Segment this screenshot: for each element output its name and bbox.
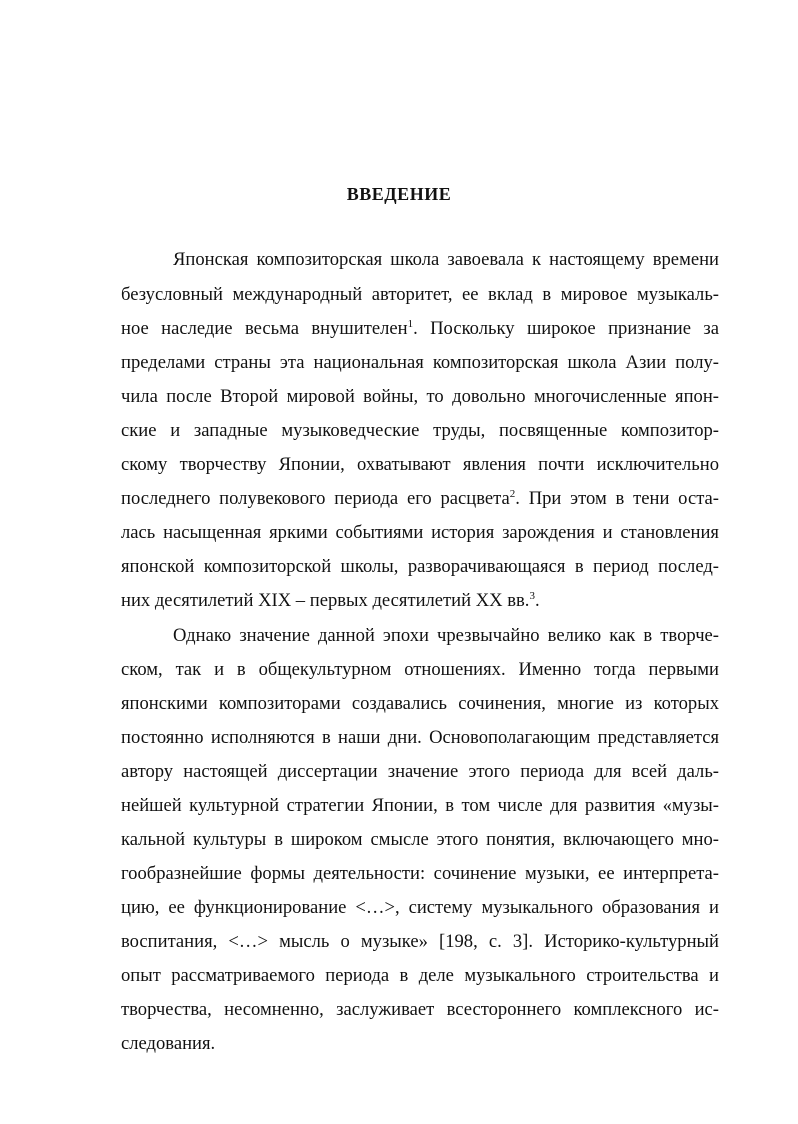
paragraph-line: японской композиторской школы, разворачивающаяся в период послед- — [121, 556, 719, 577]
line-text: . Поскольку широкое признание за — [413, 318, 720, 339]
paragraph-line: японскими композиторами создавались сочинения, многие из которых — [121, 693, 719, 714]
paragraph-line: безусловный международный авторитет, ее вклад в мировое музыкаль- — [121, 284, 719, 305]
paragraph-line: следования. — [121, 1033, 216, 1054]
paragraph-line: творчества, несомненно, заслуживает всестороннего комплексного ис- — [121, 999, 719, 1020]
footnote-ref: 3 — [529, 589, 535, 602]
paragraph-line — [121, 485, 719, 513]
paragraph-line: ском, так и в общекультурном отношениях. Именно тогда первыми — [121, 659, 719, 680]
line-text: . При этом в тени оста- — [515, 488, 719, 509]
paragraph-line: нейшей культурной стратегии Японии, в том числе для развития «музы- — [121, 795, 719, 816]
paragraph-line: гообразнейшие формы деятельности: сочинение музыки, ее интерпрета- — [121, 863, 719, 884]
paragraph-line — [121, 315, 719, 343]
paragraph-line: Однако значение данной эпохи чрезвычайно велико как в творче- — [173, 625, 719, 646]
paragraph-line: автору настоящей диссертации значение этого периода для всей даль- — [121, 761, 719, 782]
footnote-ref: 2 — [509, 487, 516, 500]
paragraph-line: Японская композиторская школа завоевала к настоящему времени — [173, 249, 719, 270]
line-text: последнего полувекового периода его расцвета — [121, 488, 510, 509]
paragraph-line: опыт рассматриваемого периода в деле музыкального строительства и — [121, 965, 719, 986]
paragraph-line: ские и западные музыковедческие труды, посвященные композитор- — [121, 420, 719, 441]
line-text: ное наследие весьма внушителен — [121, 318, 408, 339]
footnote-ref: 1 — [407, 317, 414, 330]
paragraph-line: чила после Второй мировой войны, то довольно многочисленные япон- — [121, 386, 719, 407]
paragraph-line: лась насыщенная яркими событиями история зарождения и становления — [121, 522, 719, 543]
paragraph-line: скому творчеству Японии, охватывают явления почти исключительно — [121, 454, 719, 475]
line-text: . — [534, 590, 540, 611]
paragraph-line: цию, ее функционирование <…>, систему музыкального образования и — [121, 897, 719, 918]
paragraph-line: воспитания, <…> мысль о музыке» [198, с. 3]. Историко-культурный — [121, 931, 719, 952]
paragraph-line: постоянно исполняются в наши дни. Основополагающим представляется — [121, 727, 719, 748]
paragraph-line: кальной культуры в широком смысле этого понятия, включающего мно- — [121, 829, 719, 850]
page-title: ВВЕДЕНИЕ — [346, 184, 452, 204]
paragraph-line — [121, 587, 540, 615]
paragraph-line: пределами страны эта национальная композиторская школа Азии полу- — [121, 352, 719, 373]
line-text: них десятилетий XIX – первых десятилетий XX вв. — [121, 590, 530, 611]
